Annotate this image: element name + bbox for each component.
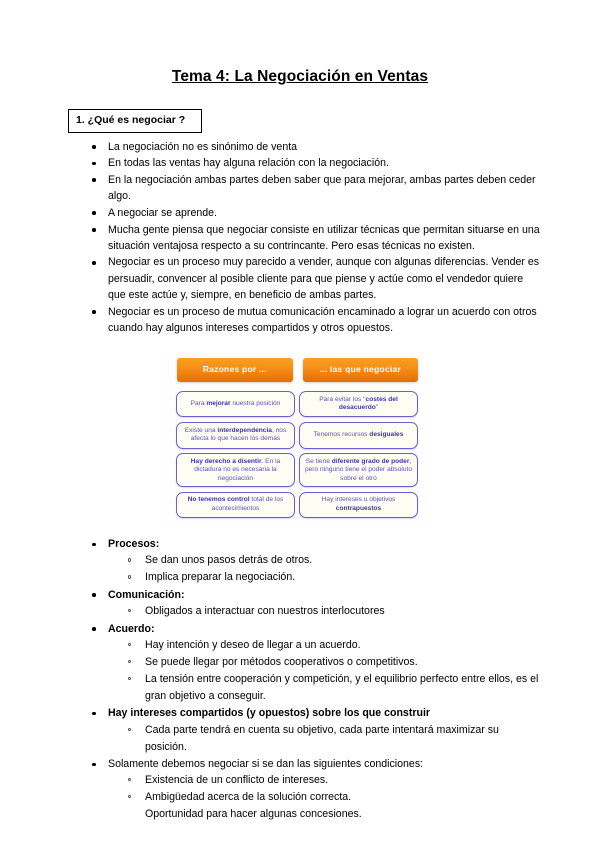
cell-text-suffix: " [375,404,379,412]
detail-bullet-item [0,536,542,586]
section-heading-1: 1. ¿Qué es negociar ? [68,109,202,133]
bullet-label: Acuerdo: [108,622,155,635]
intro-bullet-item [0,205,542,221]
detail-bullet-item [0,705,542,755]
cell-text-emphasis: No tenemos control [187,496,250,504]
diagram-row [176,453,418,487]
cell-text-suffix: , pero ninguno tiene el poder absoluto sobre el otro [304,457,413,482]
sub-bullet-item [90,789,542,806]
cell-text-prefix: Existe una [184,426,218,434]
cell-text-prefix: Hay intereses u objetivos [321,496,396,504]
diagram-cell-right [299,391,418,417]
diagram-cell-left [176,422,295,449]
cell-text-emphasis: Hay derecho a disentir [190,457,262,465]
cell-text-prefix: Para [190,400,207,408]
sub-bullet-item [90,654,542,671]
intro-bullet-item [0,155,542,171]
sub-bullet-item [90,552,542,569]
intro-bullet-item [0,304,542,336]
detail-bullet-list [0,536,600,823]
page-title: Tema 4: La Negociación en Ventas [171,68,429,85]
diagram-row [176,391,418,417]
intro-bullet-list [0,139,600,336]
bullet-label: Procesos: [108,538,160,551]
sub-bullet-text: Se dan unos pasos detrás de otros. [145,554,313,567]
cell-text-emphasis: contrapuestos [335,504,382,512]
bullet-label: Comunicación: [108,588,185,601]
bullet-text: En todas las ventas hay alguna relación con la negociación. [108,157,389,170]
diagram-header-left: Razones por ... [177,358,293,382]
detail-bullet-item [0,756,542,823]
sub-bullet-text: Se puede llegar por métodos cooperativos o competitivos. [145,655,418,668]
sub-bullet-list [108,722,542,756]
cell-text-emphasis: diferente grado de poder [331,457,410,465]
diagram-cell-left [176,492,295,518]
bullet-text: Negociar es un proceso de mutua comunicación encaminado a lograr un acuerdo con otros cuando hay algunos intereses compartidos y otros opuestos. [108,305,537,334]
cell-text-suffix: nuestra posición [230,400,281,408]
diagram-cell-right [299,422,418,449]
diagram-cell-left [176,391,295,417]
sub-bullet-text: Implica preparar la negociación. [145,571,296,584]
cell-text-emphasis: interdependencia [217,426,272,434]
sub-bullet-item [90,722,542,756]
cell-text-emphasis: costes del desacuerdo [338,395,398,412]
sub-bullet-list [108,637,542,705]
sub-bullet-item [90,569,542,586]
cell-text-emphasis: mejorar [206,400,231,408]
diagram-row [176,422,418,449]
section-heading-container [0,109,600,133]
bullet-text: Negociar es un proceso muy parecido a vender, aunque con algunas diferencias. Vender es persuadir, convencer al posible cliente para que piense y actúe como el vendedor quiere que este actúe y, siempre, en beneficio de ambas partes. [108,256,540,301]
bullet-text: En la negociación ambas partes deben saber que para mejorar, ambas partes deben ceder algo. [108,173,536,203]
sub-bullet-item [90,671,542,705]
bullet-text: A negociar se aprende. [108,206,217,219]
sub-bullet-text: Oportunidad para hacer algunas concesiones. [145,808,362,821]
sub-bullet-text: Obligados a interactuar con nuestros interlocutores [145,605,385,618]
intro-bullet-item [0,172,542,204]
detail-bullet-item [0,587,542,620]
sub-bullet-text: La tensión entre cooperación y competición, y el equilibrio perfecto entre ellos, es el gran objetivo a conseguir. [145,672,539,702]
intro-bullet-item [0,139,542,155]
sub-bullet-item [90,637,542,654]
sub-bullet-text: Cada parte tendrá en cuenta su objetivo, cada parte intentará maximizar su posición. [145,723,499,753]
diagram-header-row [165,356,427,382]
bullet-text: Mucha gente piensa que negociar consiste en utilizar técnicas que permitan situarse en una situación ventajosa respecto a su contrincante. Pero esas técnicas no existen. [108,223,540,252]
sub-bullet-text: Ambigüedad acerca de la solución correcta. [145,791,352,804]
cell-text-prefix: Tenemos recursos [313,431,370,439]
diagram-header-right: ... las que negociar [303,358,419,382]
cell-text-prefix: Para evitar los " [319,395,366,403]
diagram-cell-grid [165,391,427,517]
sub-bullet-item [90,806,542,823]
cell-text-suffix: . En la dictadura no es necesaria la negociación [194,457,281,482]
diagram-row [176,492,418,518]
intro-bullet-item [0,254,542,303]
sub-bullet-text: Existencia de un conflicto de intereses. [145,774,329,787]
cell-text-emphasis: desiguales [369,431,404,439]
diagram-cell-left [176,453,295,487]
sub-bullet-text: Hay intención y deseo de llegar a un acuerdo. [145,638,361,651]
diagram-cell-right [299,453,418,487]
cell-text-prefix: Se tiene [305,457,332,465]
intro-bullet-item [0,222,542,254]
bullet-label: Hay intereses compartidos (y opuestos) sobre los que construir [108,707,431,720]
cell-text-suffix: , nos afecta lo que hacen los demás [190,426,287,443]
sub-bullet-item [90,603,542,620]
bullet-text: La negociación no es sinónimo de venta [108,140,298,153]
sub-bullet-list [108,603,542,620]
bullet-label: Solamente debemos negociar si se dan las siguientes condiciones: [108,758,424,771]
sub-bullet-list [108,772,542,823]
negotiation-reasons-diagram [165,350,427,530]
sub-bullet-list [108,552,542,586]
sub-bullet-item [90,772,542,789]
cell-text-suffix: total de los acontecimientos [211,496,284,512]
diagram-cell-right [299,492,418,518]
detail-bullet-item [0,621,542,705]
